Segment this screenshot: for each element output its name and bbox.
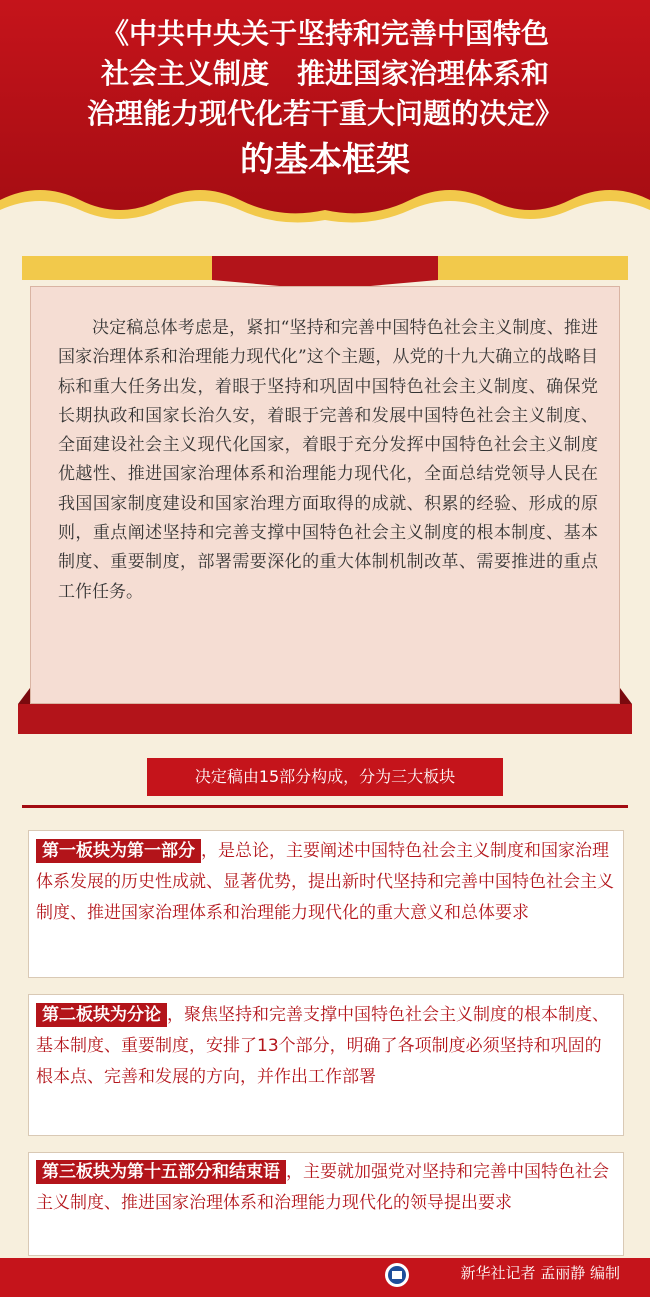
title-line: 治理能力现代化若干重大问题的决定》 [86,97,563,130]
section-label: 决定稿由15部分构成，分为三大板块 [147,758,503,796]
xinhua-logo-icon [384,1262,410,1288]
title-line: 社会主义制度 推进国家治理体系和 [100,57,549,90]
block-body: ，主要就加强党对坚持和完善中国特色社会主义制度、推进国家治理体系和治理能力现代化的领导提出要求 [36,1162,609,1213]
block-tag: 第二板块为分论 [36,1003,167,1027]
header-banner [0,0,650,230]
intro-paragraph: 决定稿总体考虑是，紧扣“坚持和完善中国特色社会主义制度、推进国家治理体系和治理能力现代化”这个主题，从党的十九大确立的战略目标和重大任务出发，着眼于坚持和巩固中国特色社会主义制度、确保党长期执政和国家长治久安，着眼于完善和发展中国特色社会主义制度、全面建设社会主义现代化国家，着眼于充分发挥中国特色社会主义制度优越性、推进国家治理体系和治理能力现代化，全面总结党领导人民在我国国家制度建设和国家治理方面取得的成就、积累的经验、形成的原则，重点阐述坚持和完善支撑中国特色社会主义制度的根本制度、基本制度、重要制度，部署需要深化的重大体制机制改革、需要推进的重点工作任务。 [58,318,598,602]
block-body: ，聚焦坚持和完善支撑中国特色社会主义制度的根本制度、基本制度、重要制度，安排了13个部分，明确了各项制度必须坚持和巩固的根本点、完善和发展的方向，并作出工作部署 [36,1005,609,1087]
title-line: 《中共中央关于坚持和完善中国特色 [100,17,549,50]
block-body: ，是总论，主要阐述中国特色社会主义制度和国家治理体系发展的历史性成就、显著优势，提出新时代坚持和完善中国特色社会主义制度、推进国家治理体系和治理能力现代化的重大意义和总体要求 [36,841,614,923]
credit-text: 新华社记者 孟丽静 编制 [460,1264,620,1282]
intro-bottom-ribbon [18,688,632,734]
title-line: 的基本框架 [240,140,410,180]
block-text [36,1000,616,1093]
block-tag: 第三板块为第十五部分和结束语 [36,1160,286,1184]
page-title [0,14,650,186]
intro-top-ribbon [212,256,438,290]
block-tag: 第一板块为第一部分 [36,839,201,863]
block-text [36,1157,616,1219]
block-text [36,836,616,929]
section-divider [22,805,628,808]
